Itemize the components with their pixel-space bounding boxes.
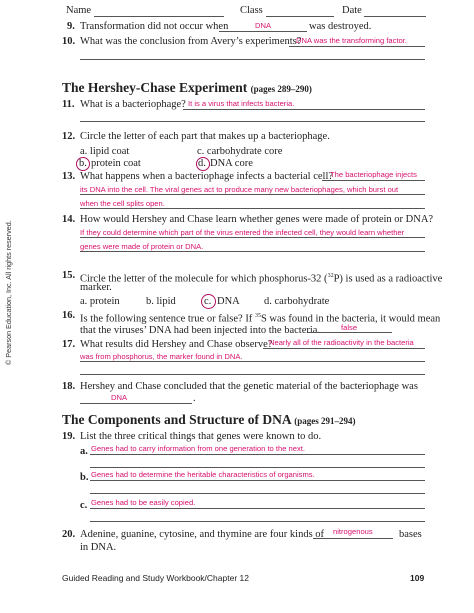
q16-number: 16.	[62, 310, 76, 321]
q14-answer-line[interactable]	[80, 237, 425, 238]
q10-number: 10.	[62, 36, 76, 47]
q16-answer: false	[341, 323, 358, 332]
q12-option-d[interactable]: DNA core	[210, 158, 253, 169]
q19-item-a-answer: Genes had to carry information from one generation to the next.	[91, 444, 306, 453]
q12-text: Circle the letter of each part that makes up a bacteriophage.	[80, 131, 330, 142]
q10-answer-line[interactable]	[289, 46, 425, 47]
class-label: Class	[240, 5, 263, 16]
q20-text-2: in DNA.	[80, 542, 117, 553]
q19-item-c-answer: Genes had to be easily copied.	[91, 498, 196, 507]
q13-answer-3: when the cell splits open.	[80, 199, 165, 208]
q16-answer-line[interactable]	[308, 332, 392, 333]
q14-answer-1: If they could determine which part of the virus entered the infected cell, they would learn whether	[80, 228, 405, 237]
q19-item-c-line[interactable]	[90, 508, 425, 509]
q20-answer-line[interactable]	[313, 538, 393, 539]
q12-number: 12.	[62, 131, 76, 142]
q15-option-a[interactable]: a. protein	[80, 296, 120, 307]
q17-answer-line-3[interactable]	[80, 374, 425, 375]
q12-option-a[interactable]: a. lipid coat	[80, 146, 130, 157]
q11-text: What is a bacteriophage?	[80, 99, 186, 110]
q15-option-d[interactable]: d. carbohydrate	[264, 296, 330, 307]
q9-end: was destroyed.	[309, 21, 372, 32]
q13-answer-line-2[interactable]	[80, 194, 425, 195]
q17-answer-2: was from phosphorus, the marker found in DNA.	[80, 352, 243, 361]
q14-answer-2: genes were made of protein or DNA.	[80, 242, 204, 251]
q19-item-b-line[interactable]	[90, 480, 425, 481]
name-label: Name	[66, 5, 92, 16]
q9-text: Transformation did not occur when	[80, 21, 229, 32]
section-hershey-chase-title: The Hershey-Chase Experiment (pages 289–290)	[62, 80, 312, 95]
q19-item-a-line[interactable]	[90, 454, 425, 455]
q13-answer-line-3[interactable]	[80, 208, 425, 209]
q13-number: 13.	[62, 171, 76, 182]
q19-item-b-line-2[interactable]	[90, 493, 425, 494]
q19-item-a-line-2[interactable]	[90, 467, 425, 468]
q10-text: What was the conclusion from Avery’s experiments?	[80, 36, 302, 47]
q14-text: How would Hershey and Chase learn whether genes were made of protein or DNA?	[80, 214, 434, 225]
q11-answer: It is a virus that infects bacteria.	[188, 99, 295, 108]
q15-option-b[interactable]: b. lipid	[146, 296, 176, 307]
q18-answer-line[interactable]	[80, 403, 192, 404]
date-label: Date	[342, 5, 362, 16]
q15-text: Circle the letter of the molecule for which phosphorus-32 ($^{32}$P) is used as a radioactive	[80, 273, 443, 285]
q15-option-c[interactable]: DNA	[217, 296, 240, 307]
q19-text: List the three critical things that genes were known to do.	[80, 431, 322, 442]
q20-text: Adenine, guanine, cytosine, and thymine are four kinds of	[80, 529, 325, 540]
page-number: 109	[410, 573, 425, 583]
q13-answer-2: its DNA into the cell. The viral genes act to produce many new bacteriophages, which burst out	[80, 185, 399, 194]
q9-answer: DNA	[255, 21, 272, 30]
q17-answer-1: Nearly all of the radioactivity in the bacteria	[269, 338, 414, 347]
q20-answer: nitrogenous	[333, 527, 373, 536]
q15-text-2: marker.	[80, 282, 112, 293]
q15-option-c-letter[interactable]: c.	[204, 296, 212, 307]
class-field[interactable]	[266, 16, 334, 17]
q20-number: 20.	[62, 529, 76, 540]
q14-number: 14.	[62, 214, 76, 225]
q12-option-d-letter[interactable]: d.	[198, 158, 206, 169]
date-field[interactable]	[364, 16, 426, 17]
q9-number: 9.	[67, 21, 75, 32]
q13-answer-1: The bacteriophage injects	[330, 170, 417, 179]
footer-book: Guided Reading and Study Workbook/Chapter 12	[62, 573, 249, 583]
q19-item-b-answer: Genes had to determine the heritable characteristics of organisms.	[91, 470, 315, 479]
q17-number: 17.	[62, 339, 76, 350]
q19-item-c-letter: c.	[80, 500, 88, 511]
q14-answer-line-2[interactable]	[80, 251, 425, 252]
q13-text: What happens when a bacteriophage infects a bacterial cell?	[80, 171, 334, 182]
q10-answer: DNA was the transforming factor.	[296, 36, 407, 45]
q18-text: Hershey and Chase concluded that the genetic material of the bacteriophage was	[80, 381, 418, 392]
q18-period: .	[193, 393, 196, 404]
q13-answer-line[interactable]	[322, 180, 425, 181]
q16-text: Is the following sentence true or false? If $^{35}$S was found in the bacteria, it would mean	[80, 313, 441, 325]
q16-text-2: that the viruses’ DNA had been injected into the bacteria.	[80, 325, 321, 336]
q19-item-c-line-2[interactable]	[90, 521, 425, 522]
q15-number: 15.	[62, 270, 76, 281]
q11-answer-line-2[interactable]	[80, 121, 425, 122]
q11-answer-line[interactable]	[183, 109, 425, 110]
q11-number: 11.	[62, 99, 75, 110]
q20-end: bases	[399, 529, 422, 540]
q19-item-b-letter: b.	[80, 472, 89, 483]
copyright-notice: © Pearson Education, Inc. All rights reserved.	[4, 220, 13, 365]
q17-answer-line[interactable]	[263, 348, 425, 349]
q19-number: 19.	[62, 431, 76, 442]
q12-option-c[interactable]: c. carbohydrate core	[197, 146, 283, 157]
q18-number: 18.	[62, 381, 76, 392]
q17-text: What results did Hershey and Chase observe?	[80, 339, 273, 350]
section-dna-structure-title: The Components and Structure of DNA (pages 291–294)	[62, 412, 356, 427]
q18-answer: DNA	[111, 393, 128, 402]
q12-option-b[interactable]: protein coat	[91, 158, 141, 169]
q9-answer-line[interactable]	[219, 31, 307, 32]
q10-answer-line-2[interactable]	[80, 59, 425, 60]
q12-option-b-letter[interactable]: b.	[79, 158, 87, 169]
q17-answer-line-2[interactable]	[80, 361, 425, 362]
q19-item-a-letter: a.	[80, 446, 88, 457]
name-field[interactable]	[94, 16, 224, 17]
